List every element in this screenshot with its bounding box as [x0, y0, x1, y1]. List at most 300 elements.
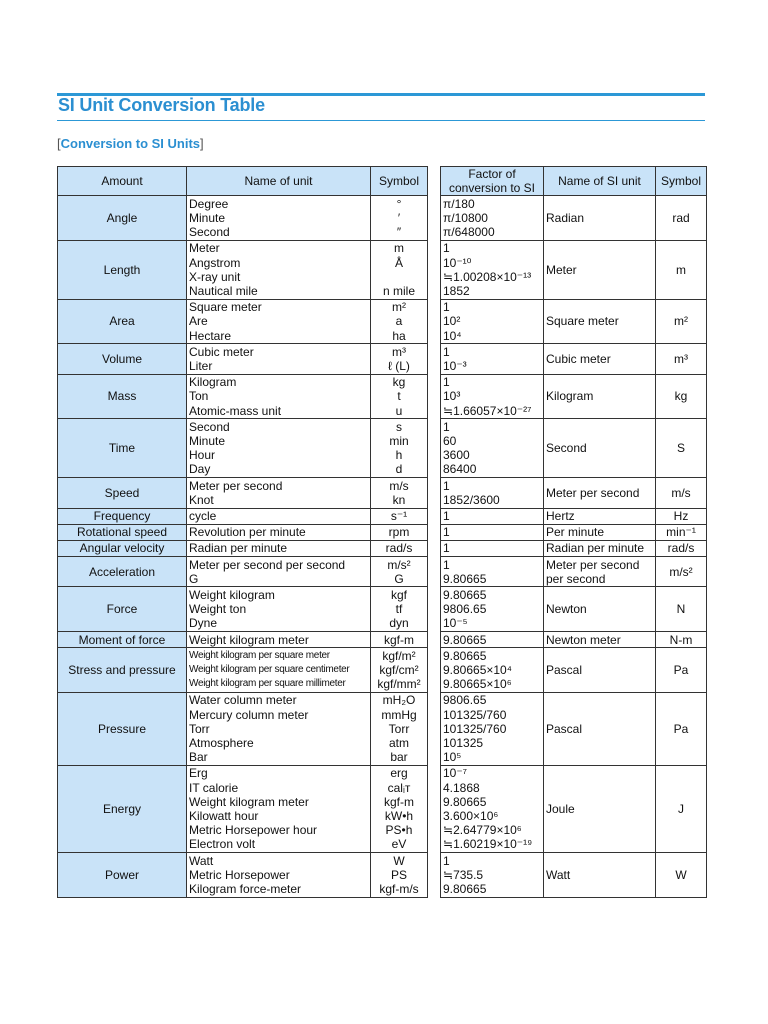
si-symbol-cell: rad — [656, 196, 707, 241]
unit-symbol-cell — [371, 344, 428, 374]
unit-name-cell — [187, 648, 371, 693]
unit-name: Kilowatt hour — [189, 808, 259, 823]
amount-cell: Frequency — [58, 508, 187, 524]
unit-name: Metric Horsepower hour — [189, 823, 318, 838]
si-unit-name: Per minute — [546, 525, 605, 540]
unit-name: Minute — [189, 211, 226, 226]
unit-symbol: mmHg — [381, 707, 417, 722]
page-title: SI Unit Conversion Table — [58, 95, 265, 115]
unit-name: Mercury column meter — [189, 707, 309, 722]
subtitle-open-bracket: [ — [57, 136, 61, 151]
unit-symbol: kgf — [390, 588, 407, 602]
unit-name-cell — [187, 478, 371, 508]
table-row — [58, 419, 707, 478]
conversion-factor: 1 — [443, 478, 450, 493]
unit-name: Electron volt — [189, 837, 256, 852]
table-row — [58, 632, 707, 648]
unit-symbol: eV — [391, 837, 407, 852]
conversion-factor: 9.80665 — [443, 632, 487, 647]
conversion-factor: 1 — [443, 375, 450, 390]
unit-name: Minute — [189, 434, 226, 449]
conversion-factor: π/10800 — [443, 211, 488, 226]
si-symbol-cell: m² — [656, 299, 707, 344]
unit-symbol-cell — [371, 632, 428, 648]
column-gap — [428, 557, 441, 587]
unit-name-cell — [187, 374, 371, 419]
header-si-symbol: Symbol — [656, 167, 707, 196]
si-symbol-cell: kg — [656, 374, 707, 419]
amount-cell: Mass — [58, 374, 187, 419]
conversion-factor: 1 — [443, 241, 450, 256]
header-factor-line1: Factor of — [468, 167, 516, 181]
si-unit-name: Joule — [546, 801, 575, 816]
si-symbol-cell: min⁻¹ — [656, 524, 707, 540]
unit-symbol: Å — [394, 255, 403, 270]
unit-symbol: calᵢᴛ — [387, 780, 411, 795]
column-gap — [428, 240, 441, 299]
unit-name: X-ray unit — [189, 269, 241, 284]
conversion-factor: 60 — [443, 434, 457, 449]
unit-name: Liter — [189, 359, 213, 374]
conversion-factor: 1852 — [443, 284, 470, 299]
si-unit-name: Radian — [546, 211, 585, 226]
si-symbol-cell: Hz — [656, 508, 707, 524]
unit-name: Meter per second per second — [189, 557, 346, 572]
header-factor — [441, 167, 544, 196]
conversion-factor: 10⁴ — [443, 328, 462, 343]
unit-symbol: min — [389, 434, 409, 449]
unit-name: Weight kilogram per square centimeter — [189, 663, 350, 675]
unit-name-cell — [187, 632, 371, 648]
unit-symbol: m/s² — [387, 557, 411, 572]
factor-cell — [441, 196, 544, 241]
si-unit-name: Meter per second per second — [546, 557, 640, 586]
si-conversion-table — [57, 166, 707, 898]
amount-cell: Energy — [58, 765, 187, 852]
factor-cell — [441, 524, 544, 540]
unit-symbol — [373, 270, 425, 284]
unit-name-cell — [187, 419, 371, 478]
unit-name: Bar — [189, 750, 208, 765]
unit-symbol-cell — [371, 524, 428, 540]
unit-symbol: G — [394, 571, 404, 586]
unit-name: Nautical mile — [189, 284, 258, 299]
conversion-factor: 1 — [443, 541, 450, 556]
table-row — [58, 299, 707, 344]
conversion-factor: 10⁻³ — [443, 359, 467, 374]
unit-name-cell — [187, 853, 371, 898]
factor-cell — [441, 692, 544, 765]
amount-cell: Pressure — [58, 692, 187, 765]
si-symbol-cell: m/s² — [656, 557, 707, 587]
header-si-name: Name of SI unit — [544, 167, 656, 196]
amount-cell: Moment of force — [58, 632, 187, 648]
column-gap — [428, 374, 441, 419]
unit-symbol-cell — [371, 419, 428, 478]
unit-symbol: kg — [392, 375, 406, 390]
unit-name: Metric Horsepower — [189, 867, 290, 882]
factor-cell — [441, 374, 544, 419]
conversion-factor: 10⁻⁵ — [443, 616, 468, 631]
unit-symbol: t — [397, 389, 401, 404]
table-row — [58, 508, 707, 524]
unit-name-cell — [187, 299, 371, 344]
unit-symbol: kgf-m/s — [379, 881, 419, 896]
si-symbol-cell: Pa — [656, 648, 707, 693]
conversion-factor: 1 — [443, 509, 450, 524]
column-gap — [428, 853, 441, 898]
unit-name: Revolution per minute — [189, 525, 306, 540]
unit-name-cell — [187, 240, 371, 299]
unit-name: Hour — [189, 448, 216, 463]
table-row — [58, 478, 707, 508]
si-name-cell — [544, 524, 656, 540]
conversion-factor: 1 — [443, 557, 450, 572]
column-gap — [428, 524, 441, 540]
unit-name: Weight kilogram meter — [189, 632, 309, 647]
si-unit-name: Watt — [546, 867, 571, 882]
factor-cell — [441, 853, 544, 898]
table-row — [58, 344, 707, 374]
unit-name: Are — [189, 314, 208, 329]
si-name-cell — [544, 419, 656, 478]
unit-symbol: atm — [388, 735, 409, 750]
conversion-factor: ≒1.60219×10⁻¹⁹ — [443, 837, 533, 852]
amount-cell: Volume — [58, 344, 187, 374]
unit-symbol: u — [395, 403, 403, 418]
unit-symbol: W — [393, 853, 405, 868]
conversion-factor: 10² — [443, 314, 461, 329]
si-name-cell — [544, 299, 656, 344]
title-rule-bottom — [57, 120, 705, 121]
unit-symbol: PS — [390, 867, 407, 882]
amount-cell: Force — [58, 587, 187, 632]
unit-name: Kilogram — [189, 375, 237, 390]
factor-cell — [441, 587, 544, 632]
unit-name: Second — [189, 225, 230, 240]
table-row — [58, 524, 707, 540]
header-symbol: Symbol — [371, 167, 428, 196]
unit-symbol: n mile — [382, 284, 415, 299]
unit-name: Watt — [189, 853, 214, 868]
unit-name-cell — [187, 557, 371, 587]
unit-symbol-cell — [371, 540, 428, 556]
si-symbol-cell: N-m — [656, 632, 707, 648]
unit-name-cell — [187, 508, 371, 524]
unit-symbol: ° — [396, 196, 402, 211]
si-symbol-cell: W — [656, 853, 707, 898]
unit-name-cell — [187, 344, 371, 374]
si-symbol-cell: m³ — [656, 344, 707, 374]
unit-name: Weight kilogram — [189, 588, 275, 602]
conversion-factor: 1 — [443, 525, 450, 540]
column-gap — [428, 344, 441, 374]
table-row — [58, 765, 707, 852]
unit-symbol: kgf/mm² — [377, 677, 421, 692]
conversion-factor: 10⁻⁷ — [443, 766, 468, 781]
unit-symbol: s — [396, 419, 402, 434]
conversion-factor: 10⁵ — [443, 750, 462, 765]
factor-cell — [441, 240, 544, 299]
unit-name: Hectare — [189, 328, 232, 343]
amount-cell: Angular velocity — [58, 540, 187, 556]
si-name-cell — [544, 765, 656, 852]
unit-symbol-cell — [371, 478, 428, 508]
unit-name: Second — [189, 419, 230, 434]
unit-name: Cubic meter — [189, 344, 254, 359]
si-symbol-cell: N — [656, 587, 707, 632]
unit-symbol: m — [394, 241, 404, 256]
unit-symbol-cell — [371, 692, 428, 765]
si-unit-name: Meter — [546, 262, 577, 277]
unit-symbol: ℓ (L) — [388, 359, 410, 374]
unit-name: Atmosphere — [189, 735, 254, 750]
conversion-factor: ≒1.66057×10⁻²⁷ — [443, 403, 532, 418]
si-unit-name: Hertz — [546, 509, 575, 524]
table-row — [58, 853, 707, 898]
unit-symbol: ″ — [396, 225, 402, 240]
si-symbol-cell: S — [656, 419, 707, 478]
unit-symbol-cell — [371, 240, 428, 299]
unit-symbol-cell — [371, 587, 428, 632]
subtitle-text: Conversion to SI Units — [60, 136, 201, 151]
unit-symbol: kn — [392, 492, 406, 507]
unit-symbol: m/s — [389, 478, 409, 493]
amount-cell: Angle — [58, 196, 187, 241]
unit-symbol: kW•h — [384, 808, 414, 823]
column-gap — [428, 648, 441, 693]
unit-name: Meter per second — [189, 478, 283, 493]
factor-cell — [441, 508, 544, 524]
conversion-factor: π/180 — [443, 196, 475, 211]
unit-name: G — [189, 571, 199, 586]
si-name-cell — [544, 196, 656, 241]
subtitle-close-bracket: ] — [200, 136, 204, 151]
unit-name-cell — [187, 587, 371, 632]
conversion-factor: 1 — [443, 853, 450, 868]
unit-symbol: PS•h — [385, 823, 413, 838]
unit-symbol: kgf-m — [384, 632, 414, 647]
conversion-factor: 3.600×10⁶ — [443, 808, 499, 823]
unit-name: Ton — [189, 389, 209, 404]
conversion-factor: ≒2.64779×10⁶ — [443, 823, 522, 838]
si-name-cell — [544, 853, 656, 898]
si-symbol-cell: m — [656, 240, 707, 299]
conversion-factor: 10⁻¹⁰ — [443, 255, 472, 270]
si-symbol-cell: rad/s — [656, 540, 707, 556]
si-symbol-cell: J — [656, 765, 707, 852]
unit-symbol: m³ — [392, 344, 406, 359]
amount-cell: Rotational speed — [58, 524, 187, 540]
si-name-cell — [544, 508, 656, 524]
si-unit-name: Pascal — [546, 662, 583, 677]
conversion-factor: 101325/760 — [443, 721, 507, 736]
unit-symbol: ha — [392, 328, 406, 343]
si-symbol-cell: Pa — [656, 692, 707, 765]
conversion-factor: 9.80665×10⁴ — [443, 662, 512, 677]
si-unit-name: Cubic meter — [546, 351, 611, 366]
column-gap — [428, 508, 441, 524]
si-name-cell — [544, 692, 656, 765]
unit-symbol-cell — [371, 765, 428, 852]
unit-symbol: rpm — [388, 525, 410, 540]
amount-cell: Area — [58, 299, 187, 344]
si-unit-name: Kilogram — [546, 389, 594, 404]
conversion-factor: 9806.65 — [443, 602, 487, 617]
table-row — [58, 540, 707, 556]
factor-cell — [441, 299, 544, 344]
factor-cell — [441, 419, 544, 478]
column-gap — [428, 587, 441, 632]
table-row — [58, 587, 707, 632]
unit-name: Day — [189, 462, 211, 477]
conversion-factor: 9.80665 — [443, 794, 487, 809]
unit-symbol-cell — [371, 508, 428, 524]
factor-cell — [441, 557, 544, 587]
header-row — [58, 167, 707, 196]
unit-name: Knot — [189, 492, 214, 507]
unit-symbol: tf — [395, 602, 403, 617]
amount-cell: Stress and pressure — [58, 648, 187, 693]
conversion-factor: 10³ — [443, 389, 461, 404]
unit-symbol: mH₂O — [382, 693, 416, 708]
unit-name: Square meter — [189, 300, 262, 315]
unit-symbol: bar — [390, 750, 408, 765]
unit-name: Weight kilogram per square meter — [189, 649, 330, 661]
unit-symbol: Torr — [388, 721, 410, 736]
si-symbol-cell: m/s — [656, 478, 707, 508]
unit-symbol: s⁻¹ — [390, 509, 408, 524]
si-unit-name: Pascal — [546, 721, 583, 736]
unit-symbol: kgf-m — [384, 794, 414, 809]
table-row — [58, 374, 707, 419]
factor-cell — [441, 540, 544, 556]
unit-symbol: ′ — [397, 211, 401, 226]
conversion-factor: 1 — [443, 419, 450, 434]
unit-name: Weight kilogram per square millimeter — [189, 678, 346, 690]
amount-cell: Speed — [58, 478, 187, 508]
si-name-cell — [544, 240, 656, 299]
amount-cell: Power — [58, 853, 187, 898]
si-unit-name: Second — [546, 441, 587, 456]
column-gap — [428, 692, 441, 765]
conversion-factor: 4.1868 — [443, 780, 480, 795]
si-name-cell — [544, 557, 656, 587]
si-unit-name: Radian per minute — [546, 541, 645, 556]
conversion-factor: ≒735.5 — [443, 867, 484, 882]
unit-name: cycle — [189, 509, 217, 524]
conversion-factor: ≒1.00208×10⁻¹³ — [443, 269, 532, 284]
unit-symbol-cell — [371, 853, 428, 898]
table-row — [58, 692, 707, 765]
conversion-factor: 9.80665×10⁶ — [443, 677, 512, 692]
si-unit-name: Meter per second — [546, 485, 640, 500]
column-gap — [428, 419, 441, 478]
unit-name: Water column meter — [189, 693, 297, 708]
unit-symbol: h — [395, 448, 403, 463]
unit-name-cell — [187, 524, 371, 540]
unit-name: Radian per minute — [189, 541, 288, 556]
unit-name: Meter — [189, 241, 220, 256]
column-gap — [428, 167, 441, 196]
unit-symbol: a — [395, 314, 403, 329]
unit-name-cell — [187, 765, 371, 852]
unit-name: Weight ton — [189, 602, 247, 617]
unit-symbol-cell — [371, 299, 428, 344]
unit-name: Dyne — [189, 616, 218, 631]
si-name-cell — [544, 632, 656, 648]
column-gap — [428, 299, 441, 344]
conversion-factor: 101325 — [443, 735, 484, 750]
amount-cell: Time — [58, 419, 187, 478]
unit-symbol: erg — [390, 766, 408, 781]
unit-symbol-cell — [371, 648, 428, 693]
unit-name-cell — [187, 692, 371, 765]
si-name-cell — [544, 540, 656, 556]
factor-cell — [441, 344, 544, 374]
table-row — [58, 557, 707, 587]
section-subtitle — [57, 136, 204, 151]
header-amount: Amount — [58, 167, 187, 196]
unit-name: Torr — [189, 721, 210, 736]
unit-name: Kilogram force-meter — [189, 881, 302, 896]
unit-name: Degree — [189, 196, 229, 211]
si-name-cell — [544, 478, 656, 508]
unit-name: Weight kilogram meter — [189, 794, 309, 809]
conversion-factor: 1852/3600 — [443, 492, 500, 507]
unit-name-cell — [187, 196, 371, 241]
unit-name: IT calorie — [189, 780, 239, 795]
table-body — [58, 196, 707, 897]
unit-symbol-cell — [371, 374, 428, 419]
si-unit-name: Newton — [546, 602, 587, 617]
column-gap — [428, 765, 441, 852]
conversion-factor: 101325/760 — [443, 707, 507, 722]
unit-symbol: d — [395, 462, 403, 477]
column-gap — [428, 540, 441, 556]
conversion-factor: 9806.65 — [443, 693, 487, 708]
column-gap — [428, 478, 441, 508]
conversion-factor: π/648000 — [443, 225, 495, 240]
conversion-factor: 9.80665 — [443, 881, 487, 896]
factor-cell — [441, 648, 544, 693]
unit-symbol: kgf/m² — [382, 648, 416, 663]
unit-name-cell — [187, 540, 371, 556]
si-name-cell — [544, 374, 656, 419]
unit-symbol: m² — [392, 300, 406, 315]
amount-cell: Length — [58, 240, 187, 299]
si-unit-name: Square meter — [546, 314, 619, 329]
unit-name: Atomic-mass unit — [189, 403, 282, 418]
factor-cell — [441, 765, 544, 852]
factor-cell — [441, 478, 544, 508]
unit-symbol: dyn — [389, 616, 409, 631]
conversion-factor: 1 — [443, 300, 450, 315]
table-row — [58, 648, 707, 693]
si-unit-name: Newton meter — [546, 632, 621, 647]
header-unit-name: Name of unit — [187, 167, 371, 196]
unit-symbol: rad/s — [385, 541, 413, 556]
table-row — [58, 196, 707, 241]
unit-name: Erg — [189, 766, 208, 781]
si-name-cell — [544, 344, 656, 374]
si-name-cell — [544, 648, 656, 693]
column-gap — [428, 632, 441, 648]
header-factor-line2: conversion to SI — [448, 181, 536, 196]
conversion-factor: 3600 — [443, 448, 470, 463]
table-row — [58, 240, 707, 299]
conversion-factor: 86400 — [443, 462, 477, 477]
